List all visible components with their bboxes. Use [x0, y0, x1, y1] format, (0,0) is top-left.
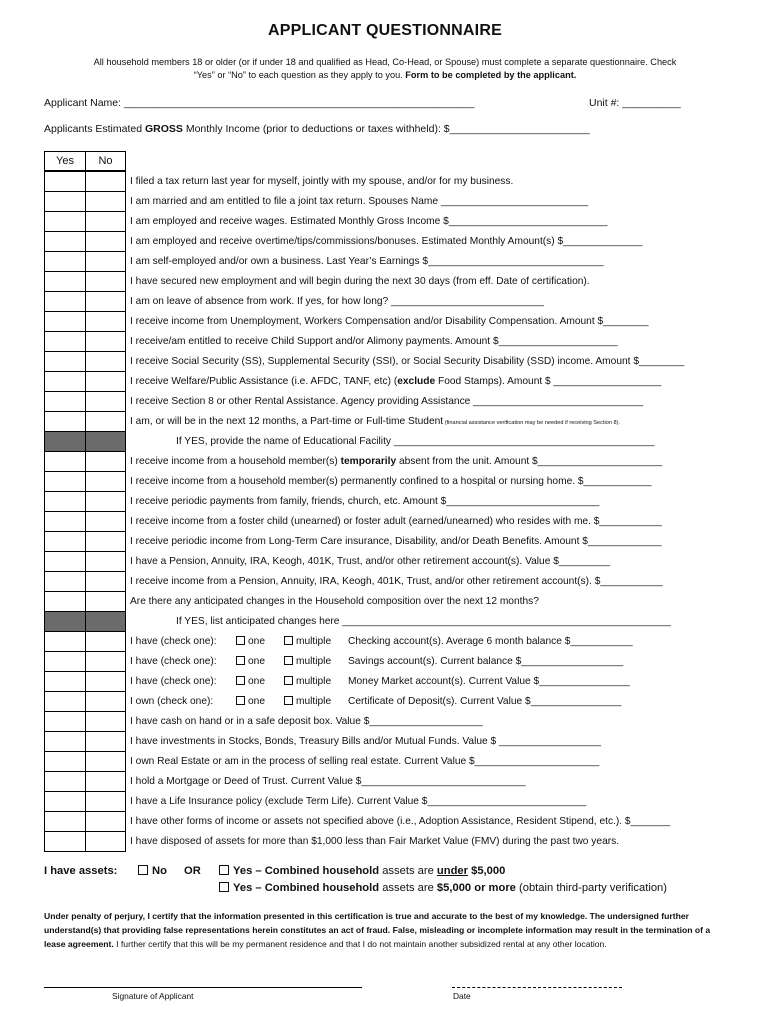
assets-under-amount: $5,000 [468, 865, 506, 877]
question-17 [130, 496, 599, 508]
answer-no-cell[interactable] [86, 592, 127, 612]
answer-yes-cell[interactable] [45, 452, 86, 472]
check-one-label: I have (check one): [130, 636, 217, 647]
question-text: I am self-employed and/or own a business. Last Year’s Earnings $_______________________________ [130, 256, 604, 267]
question-19 [130, 536, 662, 548]
answer-no-cell[interactable] [86, 332, 127, 352]
answer-no-cell[interactable] [86, 752, 127, 772]
question-text: I receive Section 8 or other Rental Assistance. Agency providing Assistance ______________________________ [130, 396, 644, 407]
question-text: I have other forms of income or assets not specified above (i.e., Adoption Assistance, Resident Stipend, etc.). $_______ [130, 816, 671, 827]
checkbox-icon[interactable] [284, 636, 293, 645]
assets-more-bold: $5,000 or more [436, 882, 516, 894]
grid-row [45, 632, 126, 652]
answer-yes-cell [45, 432, 86, 452]
question-3 [130, 216, 607, 228]
grid-row [45, 512, 126, 532]
answer-no-cell[interactable] [86, 832, 127, 852]
grid-row [45, 832, 126, 852]
answer-no-cell[interactable] [86, 632, 127, 652]
gross-income-suffix: Monthly Income (prior to deductions or taxes withheld): $________________________ [182, 123, 590, 135]
option-one[interactable] [236, 656, 284, 668]
gross-income-bold: GROSS [144, 123, 183, 135]
checkbox-icon[interactable] [236, 696, 245, 705]
answer-yes-cell[interactable] [45, 692, 86, 712]
answer-yes-cell[interactable] [45, 272, 86, 292]
answer-no-cell[interactable] [86, 352, 127, 372]
answer-no-cell[interactable] [86, 272, 127, 292]
question-13 [130, 416, 620, 429]
grid-row [45, 472, 126, 492]
question-8 [130, 316, 649, 328]
answer-no-cell [86, 612, 127, 632]
checkbox-icon[interactable] [284, 696, 293, 705]
answer-yes-cell[interactable] [45, 732, 86, 752]
checkbox-icon[interactable] [236, 636, 245, 645]
question-30 [130, 756, 599, 768]
certification-bold: Under penalty of perjury, I certify that the information presented in this certification is true and accurate to the best of my knowledge. The undersigned further understand(s) that providing false representations herein constitutes an act of fraud. False, misleading or incomplete information may result in the termination of a lease agreement. [44, 911, 711, 949]
answer-yes-cell[interactable] [45, 312, 86, 332]
certification-statement [44, 909, 734, 951]
answer-yes-cell[interactable] [45, 392, 86, 412]
assets-under-option[interactable] [219, 865, 505, 877]
question-text: I receive income from a household member(s) [130, 456, 341, 467]
question-text: I am, or will be in the next 12 months, a Part-time or Full-time Student [130, 416, 444, 427]
assets-yes-label-2: Yes – Combined household [233, 882, 380, 894]
question-16 [130, 476, 652, 488]
question-9 [130, 336, 618, 348]
question-10 [130, 356, 684, 368]
gross-income-prefix: Applicants Estimated [44, 123, 145, 135]
assets-under-bold: under [436, 865, 468, 877]
question-21 [130, 576, 663, 588]
checkbox-icon[interactable] [236, 656, 245, 665]
account-type: Savings account(s). Current balance $__________________ [348, 656, 624, 667]
account-type: Money Market account(s). Current Value $________________ [348, 676, 630, 687]
answer-yes-cell[interactable] [45, 492, 86, 512]
answer-no-cell[interactable] [86, 412, 127, 432]
applicant-name-field[interactable]: Applicant Name: ____________________________________________________________ [44, 97, 475, 109]
grid-row [45, 752, 126, 772]
grid-row [45, 812, 126, 832]
answer-no-cell[interactable] [86, 372, 127, 392]
grid-row [45, 432, 126, 452]
question-32 [130, 796, 586, 808]
unit-number-field[interactable]: Unit #: __________ [589, 97, 681, 109]
question-text: I receive Welfare/Public Assistance (i.e. AFDC, TANF, etc) ( [130, 376, 398, 387]
answer-no-cell[interactable] [86, 292, 127, 312]
page-title: APPLICANT QUESTIONNAIRE [268, 22, 502, 39]
question-text: I receive income from a household member(s) permanently confined to a hospital or nursing home. $____________ [130, 476, 652, 487]
question-text: I receive/am entitled to receive Child Support and/or Alimony payments. Amount $_____________________ [130, 336, 618, 347]
option-one[interactable] [236, 676, 284, 688]
option-one-label: one [248, 676, 265, 687]
answer-no-cell[interactable] [86, 232, 127, 252]
answer-no-cell[interactable] [86, 532, 127, 552]
assets-more-option[interactable] [219, 882, 667, 894]
option-one-label: one [248, 696, 265, 707]
answer-yes-cell[interactable] [45, 572, 86, 592]
option-multiple[interactable] [284, 636, 348, 648]
grid-row [45, 452, 126, 472]
answer-no-cell[interactable] [86, 652, 127, 672]
grid-row [45, 272, 126, 292]
answer-no-cell[interactable] [86, 772, 127, 792]
answer-yes-cell[interactable] [45, 472, 86, 492]
question-text: I receive periodic payments from family, friends, church, etc. Amount $___________________________ [130, 496, 600, 507]
question-text: I have cash on hand or in a safe deposit box. Value $____________________ [130, 716, 483, 727]
answer-no-cell[interactable] [86, 712, 127, 732]
question-text: I receive Social Security (SS), Supplemental Security (SSI), or Social Security Disability (SSD) income. Amount $________ [130, 356, 685, 367]
date-line[interactable] [452, 987, 622, 988]
grid-row [45, 532, 126, 552]
question-text: I am married and am entitled to file a joint tax return. Spouses Name __________________________ [130, 196, 589, 207]
question-text: I have secured new employment and will begin during the next 30 days (from eff. Date of certification). [130, 276, 590, 287]
grid-row [45, 252, 126, 272]
question-text: I am on leave of absence from work. If yes, for how long? ___________________________ [130, 296, 545, 307]
question-text: I receive income from a Pension, Annuity, IRA, Keogh, 401K, Trust, and/or other retirement account(s). $___________ [130, 576, 663, 587]
grid-row [45, 592, 126, 612]
question-1 [130, 176, 513, 188]
account-type: Certificate of Deposit(s). Current Value $________________ [348, 696, 622, 707]
question-33 [130, 816, 670, 828]
assets-no-label: No [152, 865, 167, 877]
answer-no-cell[interactable] [86, 692, 127, 712]
question-text: Are there any anticipated changes in the Household composition over the next 12 months? [130, 596, 539, 607]
grid-row [45, 312, 126, 332]
option-multiple[interactable] [284, 656, 348, 668]
answer-no-cell[interactable] [86, 812, 127, 832]
question-22 [130, 596, 539, 608]
assets-more-suffix: (obtain third-party verification) [515, 882, 667, 894]
answer-no-cell[interactable] [86, 312, 127, 332]
answer-yes-cell[interactable] [45, 352, 86, 372]
answer-no-cell[interactable] [86, 192, 127, 212]
question-text: absent from the unit. Amount $______________________ [396, 456, 663, 467]
grid-row [45, 372, 126, 392]
grid-row [45, 232, 126, 252]
answer-no-cell[interactable] [86, 212, 127, 232]
question-text: I have a Life Insurance policy (exclude Term Life). Current Value $____________________________ [130, 796, 587, 807]
question-text: I receive income from Unemployment, Workers Compensation and/or Disability Compensation. Amount $________ [130, 316, 649, 327]
option-multiple-label: multiple [296, 636, 332, 647]
question-4 [130, 236, 642, 248]
grid-row [45, 792, 126, 812]
checkbox-icon[interactable] [219, 882, 229, 892]
question-20 [130, 556, 610, 568]
grid-row [45, 572, 126, 592]
student-note-text: (financial assistance verification may be needed if receiving Section 8). [444, 420, 621, 426]
grid-row [45, 352, 126, 372]
grid-row [45, 692, 126, 712]
answer-yes-cell[interactable] [45, 232, 86, 252]
answer-yes-cell[interactable] [45, 592, 86, 612]
answer-no-cell[interactable] [86, 252, 127, 272]
grid-row [45, 772, 126, 792]
grid-row [45, 672, 126, 692]
question-31 [130, 776, 526, 788]
yes-column-header: Yes [44, 151, 86, 171]
answer-yes-cell[interactable] [45, 332, 86, 352]
answer-no-cell[interactable] [86, 172, 127, 192]
answer-yes-cell[interactable] [45, 412, 86, 432]
grid-row [45, 612, 126, 632]
date-label: Date [453, 991, 471, 1001]
question-text: Food Stamps). Amount $ ___________________ [435, 376, 662, 387]
question-28 [130, 716, 483, 728]
answer-no-cell[interactable] [86, 732, 127, 752]
grid-row [45, 652, 126, 672]
answer-no-cell[interactable] [86, 452, 127, 472]
question-text: I am employed and receive wages. Estimated Monthly Gross Income $____________________________ [130, 216, 608, 227]
assets-more-text: assets are [379, 882, 437, 894]
answer-yes-cell[interactable] [45, 172, 86, 192]
question-29 [130, 736, 601, 748]
signature-line[interactable] [44, 987, 362, 988]
yes-no-grid[interactable] [44, 171, 126, 852]
answer-no-cell[interactable] [86, 552, 127, 572]
question-5 [130, 256, 604, 268]
question-26 [130, 676, 630, 688]
answer-yes-cell[interactable] [45, 292, 86, 312]
check-one-label: I have (check one): [130, 676, 217, 687]
option-multiple-label: multiple [296, 676, 332, 687]
question-text: I receive income from a foster child (unearned) or foster adult (earned/unearned) who resides with me. $___________ [130, 516, 662, 527]
question-6 [130, 276, 590, 288]
gross-income-field[interactable] [44, 123, 590, 135]
assets-yes-label: Yes – Combined household [233, 865, 380, 877]
question-bold: temporarily [340, 456, 397, 467]
answer-yes-cell [45, 612, 86, 632]
checkbox-icon[interactable] [284, 676, 293, 685]
question-text: I filed a tax return last year for myself, jointly with my spouse, and/or for my business. [130, 176, 514, 187]
question-14 [176, 436, 654, 448]
answer-yes-cell[interactable] [45, 792, 86, 812]
check-one-label: I own (check one): [130, 696, 214, 707]
answer-no-cell[interactable] [86, 792, 127, 812]
signature-label: Signature of Applicant [112, 991, 194, 1001]
option-one-label: one [248, 636, 265, 647]
checkbox-icon[interactable] [219, 865, 229, 875]
question-text: I hold a Mortgage or Deed of Trust. Current Value $_____________________________ [130, 776, 526, 787]
option-multiple[interactable] [284, 676, 348, 688]
question-15 [130, 456, 662, 468]
answer-yes-cell[interactable] [45, 752, 86, 772]
assets-or-label: OR [184, 865, 201, 877]
grid-row [45, 492, 126, 512]
answer-yes-cell[interactable] [45, 212, 86, 232]
answer-yes-cell[interactable] [45, 552, 86, 572]
account-type: Checking account(s). Average 6 month balance $___________ [348, 636, 633, 647]
answer-no-cell [86, 432, 127, 452]
answer-no-cell[interactable] [86, 472, 127, 492]
question-2 [130, 196, 588, 208]
answer-no-cell[interactable] [86, 392, 127, 412]
question-11 [130, 376, 661, 388]
answer-yes-cell[interactable] [45, 772, 86, 792]
question-24 [130, 636, 633, 648]
assets-no-option[interactable] [138, 865, 167, 877]
grid-row [45, 172, 126, 192]
no-column-header: No [85, 151, 126, 171]
question-text: I have a Pension, Annuity, IRA, Keogh, 401K, Trust, and/or other retirement account(s). Value $_________ [130, 556, 610, 567]
question-text: I have investments in Stocks, Bonds, Treasury Bills and/or Mutual Funds. Value $ __________________ [130, 736, 601, 747]
option-multiple-label: multiple [296, 656, 332, 667]
answer-yes-cell[interactable] [45, 512, 86, 532]
answer-yes-cell[interactable] [45, 372, 86, 392]
question-text: If YES, provide the name of Educational Facility ______________________________________________ [176, 436, 655, 447]
grid-row [45, 732, 126, 752]
question-25 [130, 656, 623, 668]
question-bold: exclude [397, 376, 436, 387]
answer-yes-cell[interactable] [45, 252, 86, 272]
question-7 [130, 296, 544, 308]
question-text: If YES, list anticipated changes here __________________________________________________________ [176, 616, 671, 627]
question-18 [130, 516, 662, 528]
question-27 [130, 696, 621, 708]
grid-row [45, 412, 126, 432]
option-one-label: one [248, 656, 265, 667]
answer-yes-cell[interactable] [45, 532, 86, 552]
question-34 [130, 836, 619, 848]
option-multiple-label: multiple [296, 696, 332, 707]
instructions-line1: All household members 18 or older (or if under 18 and qualified as Head, Co-Head, or Spouse) must complete a separate questionnaire. Check [93, 57, 677, 67]
question-12 [130, 396, 643, 408]
answer-no-cell[interactable] [86, 572, 127, 592]
question-23 [176, 616, 671, 628]
grid-row [45, 712, 126, 732]
grid-row [45, 332, 126, 352]
grid-row [45, 192, 126, 212]
instructions-bold: Form to be completed by the applicant. [405, 70, 577, 80]
answer-yes-cell[interactable] [45, 192, 86, 212]
checkbox-icon[interactable] [138, 865, 148, 875]
assets-under-text: assets are [379, 865, 437, 877]
answer-yes-cell[interactable] [45, 672, 86, 692]
answer-no-cell[interactable] [86, 512, 127, 532]
checkbox-icon[interactable] [236, 676, 245, 685]
grid-row [45, 552, 126, 572]
option-one[interactable] [236, 696, 284, 708]
assets-label: I have assets: [44, 865, 118, 877]
question-text: I am employed and receive overtime/tips/commissions/bonuses. Estimated Monthly Amount(s) $______________ [130, 236, 643, 247]
certification-plain: I further certify that this will be my permanent residence and that I do not maintain another subsidized rental at any other location. [113, 939, 607, 949]
answer-no-cell[interactable] [86, 492, 127, 512]
answer-yes-cell[interactable] [45, 632, 86, 652]
question-text: I own Real Estate or am in the process of selling real estate. Current Value $______________________ [130, 756, 600, 767]
grid-row [45, 212, 126, 232]
answer-yes-cell[interactable] [45, 712, 86, 732]
checkbox-icon[interactable] [284, 656, 293, 665]
grid-row [45, 292, 126, 312]
instructions [40, 56, 730, 82]
grid-row [45, 392, 126, 412]
option-multiple[interactable] [284, 696, 348, 708]
instructions-line2: “Yes” or “No” to each question as they apply to you. [193, 70, 406, 80]
answer-yes-cell[interactable] [45, 652, 86, 672]
answer-yes-cell[interactable] [45, 812, 86, 832]
answer-no-cell[interactable] [86, 672, 127, 692]
question-text: I have disposed of assets for more than $1,000 less than Fair Market Value (FMV) during the past two years. [130, 836, 620, 847]
check-one-label: I have (check one): [130, 656, 217, 667]
answer-yes-cell[interactable] [45, 832, 86, 852]
option-one[interactable] [236, 636, 284, 648]
question-text: I receive periodic income from Long-Term Care insurance, Disability, and/or Death Benefits. Amount $_____________ [130, 536, 662, 547]
